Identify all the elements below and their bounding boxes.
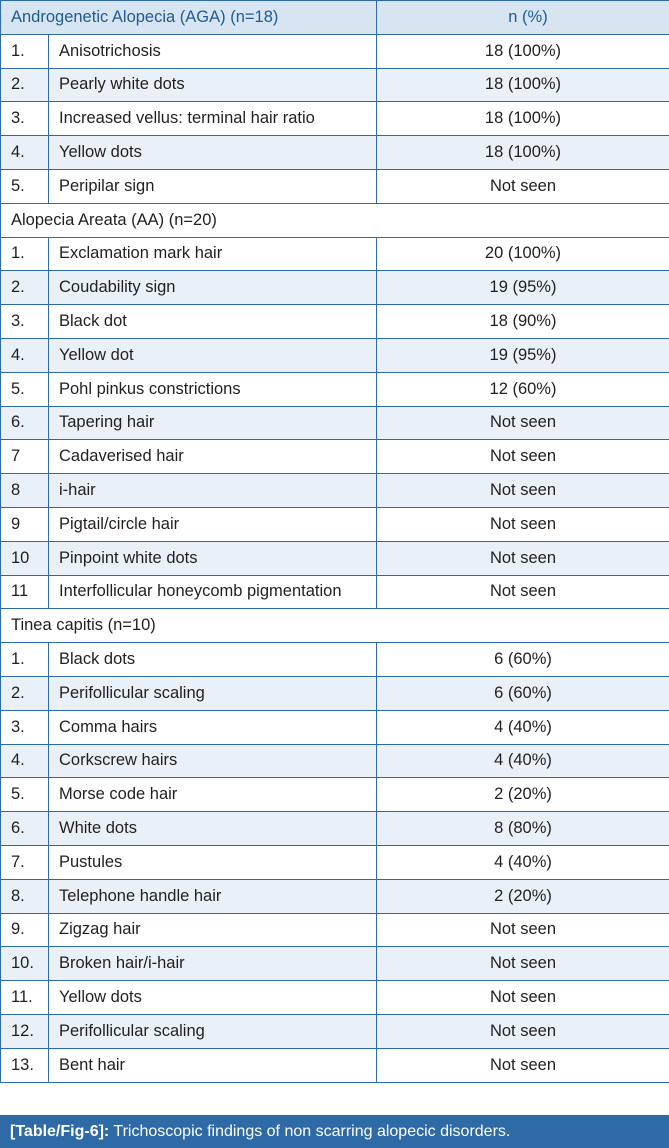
value-cell: 4 (40%) [377,710,669,744]
value-cell: 19 (95%) [377,271,669,305]
table-row [1,1048,669,1082]
row-number: 4. [1,338,49,372]
table-caption [0,1115,669,1148]
table-row [1,744,669,778]
finding-cell: Corkscrew hairs [49,744,377,778]
table-row [1,372,669,406]
table-row [1,169,669,203]
caption-label: [Table/Fig-6]: [10,1123,110,1140]
value-cell: Not seen [377,507,669,541]
value-cell: 6 (60%) [377,643,669,677]
row-number: 7 [1,440,49,474]
row-number: 1. [1,643,49,677]
finding-cell: Yellow dots [49,981,377,1015]
section-title: Tinea capitis (n=10) [1,609,669,643]
row-number: 9 [1,507,49,541]
table-row [1,136,669,170]
finding-cell: Pinpoint white dots [49,541,377,575]
table-row [1,575,669,609]
value-cell: 20 (100%) [377,237,669,271]
finding-cell: Morse code hair [49,778,377,812]
table-row [1,947,669,981]
table-row [1,1014,669,1048]
finding-cell: Pigtail/circle hair [49,507,377,541]
row-number: 9. [1,913,49,947]
value-cell: 12 (60%) [377,372,669,406]
table-row [1,271,669,305]
value-column-header: n (%) [377,1,669,35]
finding-cell: Pustules [49,845,377,879]
table-row [1,541,669,575]
section-title: Alopecia Areata (AA) (n=20) [1,203,669,237]
table-row [1,778,669,812]
row-number: 7. [1,845,49,879]
row-number: 8. [1,879,49,913]
finding-cell: Cadaverised hair [49,440,377,474]
value-cell: 19 (95%) [377,338,669,372]
value-cell: Not seen [377,474,669,508]
table-row [1,643,669,677]
value-cell: Not seen [377,1014,669,1048]
section-header-row [1,609,669,643]
finding-cell: White dots [49,812,377,846]
table-row [1,845,669,879]
finding-cell: Zigzag hair [49,913,377,947]
value-cell: 2 (20%) [377,879,669,913]
value-cell: 8 (80%) [377,812,669,846]
aga-section-header: Androgenetic Alopecia (AGA) (n=18) [1,1,377,35]
value-cell: Not seen [377,406,669,440]
table-row [1,710,669,744]
value-cell: 6 (60%) [377,676,669,710]
table-row [1,879,669,913]
finding-cell: Coudability sign [49,271,377,305]
finding-cell: Increased vellus: terminal hair ratio [49,102,377,136]
value-cell: Not seen [377,913,669,947]
value-cell: 2 (20%) [377,778,669,812]
row-number: 4. [1,136,49,170]
value-cell: 18 (100%) [377,68,669,102]
row-number: 3. [1,305,49,339]
value-cell: 18 (100%) [377,136,669,170]
table-row [1,305,669,339]
value-cell: Not seen [377,1048,669,1082]
table-row [1,507,669,541]
value-cell: Not seen [377,440,669,474]
value-cell: 18 (100%) [377,34,669,68]
value-cell: Not seen [377,169,669,203]
caption-text: Trichoscopic findings of non scarring alopecic disorders. [109,1123,511,1140]
finding-cell: Bent hair [49,1048,377,1082]
finding-cell: Comma hairs [49,710,377,744]
value-cell: 4 (40%) [377,845,669,879]
table-row [1,68,669,102]
table-row [1,406,669,440]
value-cell: Not seen [377,981,669,1015]
value-cell: Not seen [377,575,669,609]
row-number: 6. [1,406,49,440]
row-number: 5. [1,372,49,406]
row-number: 4. [1,744,49,778]
row-number: 13. [1,1048,49,1082]
finding-cell: Yellow dots [49,136,377,170]
table-row [1,913,669,947]
table-row [1,102,669,136]
row-number: 6. [1,812,49,846]
finding-cell: Anisotrichosis [49,34,377,68]
row-number: 3. [1,102,49,136]
finding-cell: Exclamation mark hair [49,237,377,271]
finding-cell: Tapering hair [49,406,377,440]
finding-cell: Pohl pinkus constrictions [49,372,377,406]
row-number: 8 [1,474,49,508]
row-number: 2. [1,271,49,305]
row-number: 2. [1,68,49,102]
row-number: 1. [1,237,49,271]
row-number: 10 [1,541,49,575]
row-number: 3. [1,710,49,744]
table-row [1,981,669,1015]
finding-cell: Interfollicular honeycomb pigmentation [49,575,377,609]
value-cell: Not seen [377,541,669,575]
row-number: 5. [1,778,49,812]
finding-cell: Perifollicular scaling [49,1014,377,1048]
table-header-row [1,1,669,35]
row-number: 11 [1,575,49,609]
section-header-row [1,203,669,237]
finding-cell: Yellow dot [49,338,377,372]
value-cell: 18 (90%) [377,305,669,339]
row-number: 12. [1,1014,49,1048]
row-number: 1. [1,34,49,68]
value-cell: 4 (40%) [377,744,669,778]
table-row [1,440,669,474]
finding-cell: Pearly white dots [49,68,377,102]
finding-cell: Telephone handle hair [49,879,377,913]
value-cell: Not seen [377,947,669,981]
row-number: 5. [1,169,49,203]
value-cell: 18 (100%) [377,102,669,136]
table-row [1,676,669,710]
finding-cell: Broken hair/i-hair [49,947,377,981]
finding-cell: Perifollicular scaling [49,676,377,710]
row-number: 2. [1,676,49,710]
table-row [1,338,669,372]
finding-cell: i-hair [49,474,377,508]
table-row [1,34,669,68]
table-body [1,34,669,1082]
finding-cell: Peripilar sign [49,169,377,203]
table-row [1,474,669,508]
row-number: 11. [1,981,49,1015]
table-row [1,812,669,846]
table-row [1,237,669,271]
finding-cell: Black dot [49,305,377,339]
row-number: 10. [1,947,49,981]
finding-cell: Black dots [49,643,377,677]
